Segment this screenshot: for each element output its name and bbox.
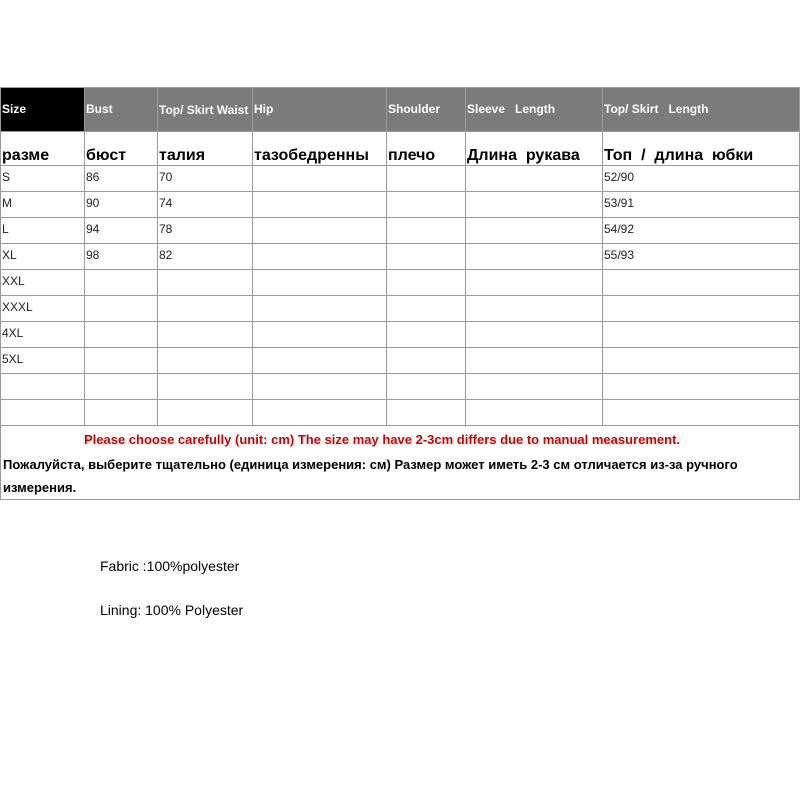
table-cell: 82	[158, 244, 253, 270]
table-cell	[466, 166, 603, 192]
table-cell	[253, 218, 387, 244]
table-cell: 98	[85, 244, 158, 270]
table-cell	[603, 400, 800, 426]
table-cell: L	[1, 218, 85, 244]
table-row	[1, 348, 800, 374]
table-cell	[85, 400, 158, 426]
table-cell: 94	[85, 218, 158, 244]
table-cell: XXL	[1, 270, 85, 296]
header-top-skirt-length: Top/ Skirt Length	[603, 88, 800, 132]
table-row	[1, 218, 800, 244]
table-cell	[466, 322, 603, 348]
table-cell	[85, 348, 158, 374]
table-row	[1, 296, 800, 322]
header-ru-top-skirt-length: Топ / длина юбки	[603, 132, 800, 166]
table-cell	[158, 374, 253, 400]
table-cell: 53/91	[603, 192, 800, 218]
table-cell: XL	[1, 244, 85, 270]
table-cell	[387, 270, 466, 296]
table-cell	[158, 270, 253, 296]
table-cell	[85, 296, 158, 322]
table-cell	[253, 270, 387, 296]
table-cell	[603, 348, 800, 374]
table-cell: 5XL	[1, 348, 85, 374]
header-ru-waist: талия	[158, 132, 253, 166]
table-cell: 90	[85, 192, 158, 218]
header-ru-shoulder: плечо	[387, 132, 466, 166]
table-cell	[466, 348, 603, 374]
table-cell	[253, 244, 387, 270]
table-cell	[466, 244, 603, 270]
header-bust: Bust	[85, 88, 158, 132]
table-cell	[158, 400, 253, 426]
table-cell: 78	[158, 218, 253, 244]
header-size: Size	[1, 88, 85, 132]
table-cell	[253, 348, 387, 374]
table-cell: S	[1, 166, 85, 192]
table-cell: 4XL	[1, 322, 85, 348]
table-row	[1, 192, 800, 218]
table-cell: M	[1, 192, 85, 218]
table-row	[1, 270, 800, 296]
table-cell: 86	[85, 166, 158, 192]
header-row-english	[1, 88, 800, 132]
table-cell	[1, 400, 85, 426]
table-cell: XXXL	[1, 296, 85, 322]
table-row	[1, 244, 800, 270]
table-cell	[253, 296, 387, 322]
header-sleeve-length: Sleeve Length	[466, 88, 603, 132]
table-cell: 52/90	[603, 166, 800, 192]
table-cell	[253, 192, 387, 218]
size-table	[0, 87, 800, 500]
table-cell	[387, 374, 466, 400]
table-row	[1, 374, 800, 400]
table-cell	[603, 270, 800, 296]
table-cell	[466, 192, 603, 218]
table-cell	[466, 270, 603, 296]
table-cell	[1, 374, 85, 400]
table-cell: 54/92	[603, 218, 800, 244]
table-cell	[387, 192, 466, 218]
table-cell	[466, 400, 603, 426]
table-cell	[387, 244, 466, 270]
header-row-russian	[1, 132, 800, 166]
table-cell: 70	[158, 166, 253, 192]
table-cell	[387, 166, 466, 192]
note-row	[1, 426, 800, 500]
header-ru-size: разме	[1, 132, 85, 166]
note-cell	[1, 426, 800, 500]
table-cell	[158, 348, 253, 374]
table-row	[1, 322, 800, 348]
table-cell	[253, 166, 387, 192]
note-english: Please choose carefully (unit: cm) The size may have 2-3cm differs due to manual measurement.	[83, 432, 681, 447]
header-hip: Hip	[253, 88, 387, 132]
note-russian: Пожалуйста, выберите тщательно (единица измерения: см) Размер может иметь 2-3 см отличается из-за ручного измерения.	[3, 457, 738, 495]
table-cell	[603, 374, 800, 400]
header-ru-bust: бюст	[85, 132, 158, 166]
table-cell: 55/93	[603, 244, 800, 270]
table-row	[1, 166, 800, 192]
header-waist	[158, 88, 253, 132]
table-cell: 74	[158, 192, 253, 218]
table-cell	[387, 218, 466, 244]
fabric-info: Fabric :100%polyester	[100, 558, 240, 574]
table-cell	[253, 322, 387, 348]
table-cell	[603, 322, 800, 348]
table-cell	[387, 348, 466, 374]
header-ru-sleeve-length: Длина рукава	[466, 132, 603, 166]
table-cell	[466, 374, 603, 400]
header-waist-label: Top/ Skirt Waist	[159, 102, 249, 117]
table-cell	[85, 322, 158, 348]
table-cell	[603, 296, 800, 322]
size-chart	[0, 87, 799, 500]
header-shoulder: Shoulder	[387, 88, 466, 132]
lining-info: Lining: 100% Polyester	[100, 602, 244, 618]
table-cell	[253, 400, 387, 426]
table-cell	[158, 296, 253, 322]
table-cell	[466, 218, 603, 244]
table-cell	[85, 374, 158, 400]
table-row	[1, 400, 800, 426]
table-cell	[466, 296, 603, 322]
table-cell	[85, 270, 158, 296]
header-ru-hip: тазобедренны	[253, 132, 387, 166]
table-cell	[253, 374, 387, 400]
table-cell	[387, 322, 466, 348]
table-cell	[158, 322, 253, 348]
table-cell	[387, 400, 466, 426]
table-cell	[387, 296, 466, 322]
